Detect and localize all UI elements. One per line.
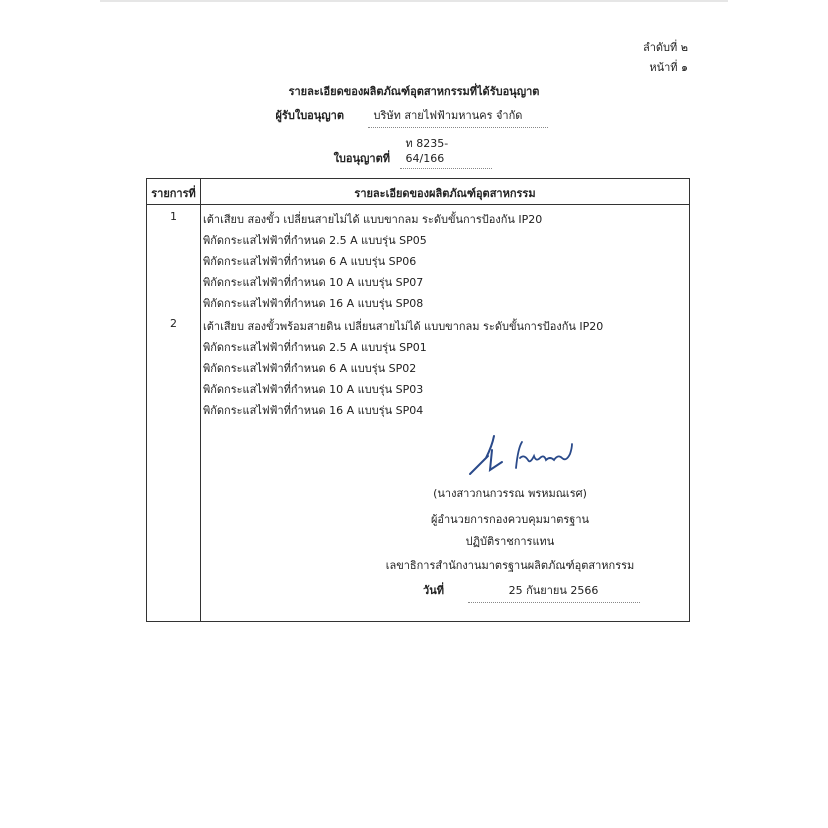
signatory-name: (นางสาวกนกวรรณ พรหมณเรศ) [433,487,587,500]
column-divider [200,179,201,621]
handwritten-signature [466,428,586,480]
item-rating: พิกัดกระแสไฟฟ้าที่กำหนด 6 A แบบรุ่น SP06 [203,255,417,268]
column-header-item: รายการที่ [151,187,196,200]
item-rating: พิกัดกระแสไฟฟ้าที่กำหนด 2.5 A แบบรุ่น SP01 [203,341,427,354]
date-label: วันที่ [423,584,444,597]
sequence-block [643,38,688,78]
item-rating: พิกัดกระแสไฟฟ้าที่กำหนด 2.5 A แบบรุ่น SP05 [203,234,427,247]
page-top-edge [100,0,728,2]
table-header [147,179,689,205]
item-description: เต้าเสียบ สองขั้ว เปลี่ยนสายไม่ได้ แบบขากลม ระดับขั้นการป้องกัน IP20 [203,213,543,226]
column-header-detail: รายละเอียดของผลิตภัณฑ์อุตสาหกรรม [354,187,536,200]
page-number: หน้าที่ ๑ [649,61,688,74]
license-label: ใบอนุญาตที่ [333,152,390,165]
item-number: 2 [170,317,177,330]
item-rating: พิกัดกระแสไฟฟ้าที่กำหนด 16 A แบบรุ่น SP08 [203,297,424,310]
licensee-value: บริษัท สายไฟฟ้ามหานคร จำกัด [368,106,548,128]
item-rating: พิกัดกระแสไฟฟ้าที่กำหนด 16 A แบบรุ่น SP04 [203,404,424,417]
item-rating: พิกัดกระแสไฟฟ้าที่กำหนด 10 A แบบรุ่น SP07 [203,276,424,289]
item-number: 1 [170,210,177,223]
licensee-field [250,106,548,128]
document-title: รายละเอียดของผลิตภัณฑ์อุตสาหกรรมที่ได้รับอนุญาต [288,85,540,98]
signatory-position: ผู้อำนวยการกองควบคุมมาตรฐาน [430,513,590,526]
signatory-office: เลขาธิการสำนักงานมาตรฐานผลิตภัณฑ์อุตสาหกรรม [385,559,635,572]
date-field [422,581,640,603]
date-value: 25 กันยายน 2566 [468,581,640,603]
item-rating: พิกัดกระแสไฟฟ้าที่กำหนด 10 A แบบรุ่น SP03 [203,383,424,396]
licensee-label: ผู้รับใบอนุญาต [275,109,344,122]
license-field [250,134,492,169]
signatory-acting-note: ปฏิบัติราชการแทน [465,535,555,548]
item-description: เต้าเสียบ สองขั้วพร้อมสายดิน เปลี่ยนสายไม่ได้ แบบขากลม ระดับขั้นการป้องกัน IP20 [203,320,604,333]
license-value: ท 8235-64/166 [400,134,492,169]
sequence-number: ลำดับที่ ๒ [642,41,688,54]
item-rating: พิกัดกระแสไฟฟ้าที่กำหนด 6 A แบบรุ่น SP02 [203,362,417,375]
